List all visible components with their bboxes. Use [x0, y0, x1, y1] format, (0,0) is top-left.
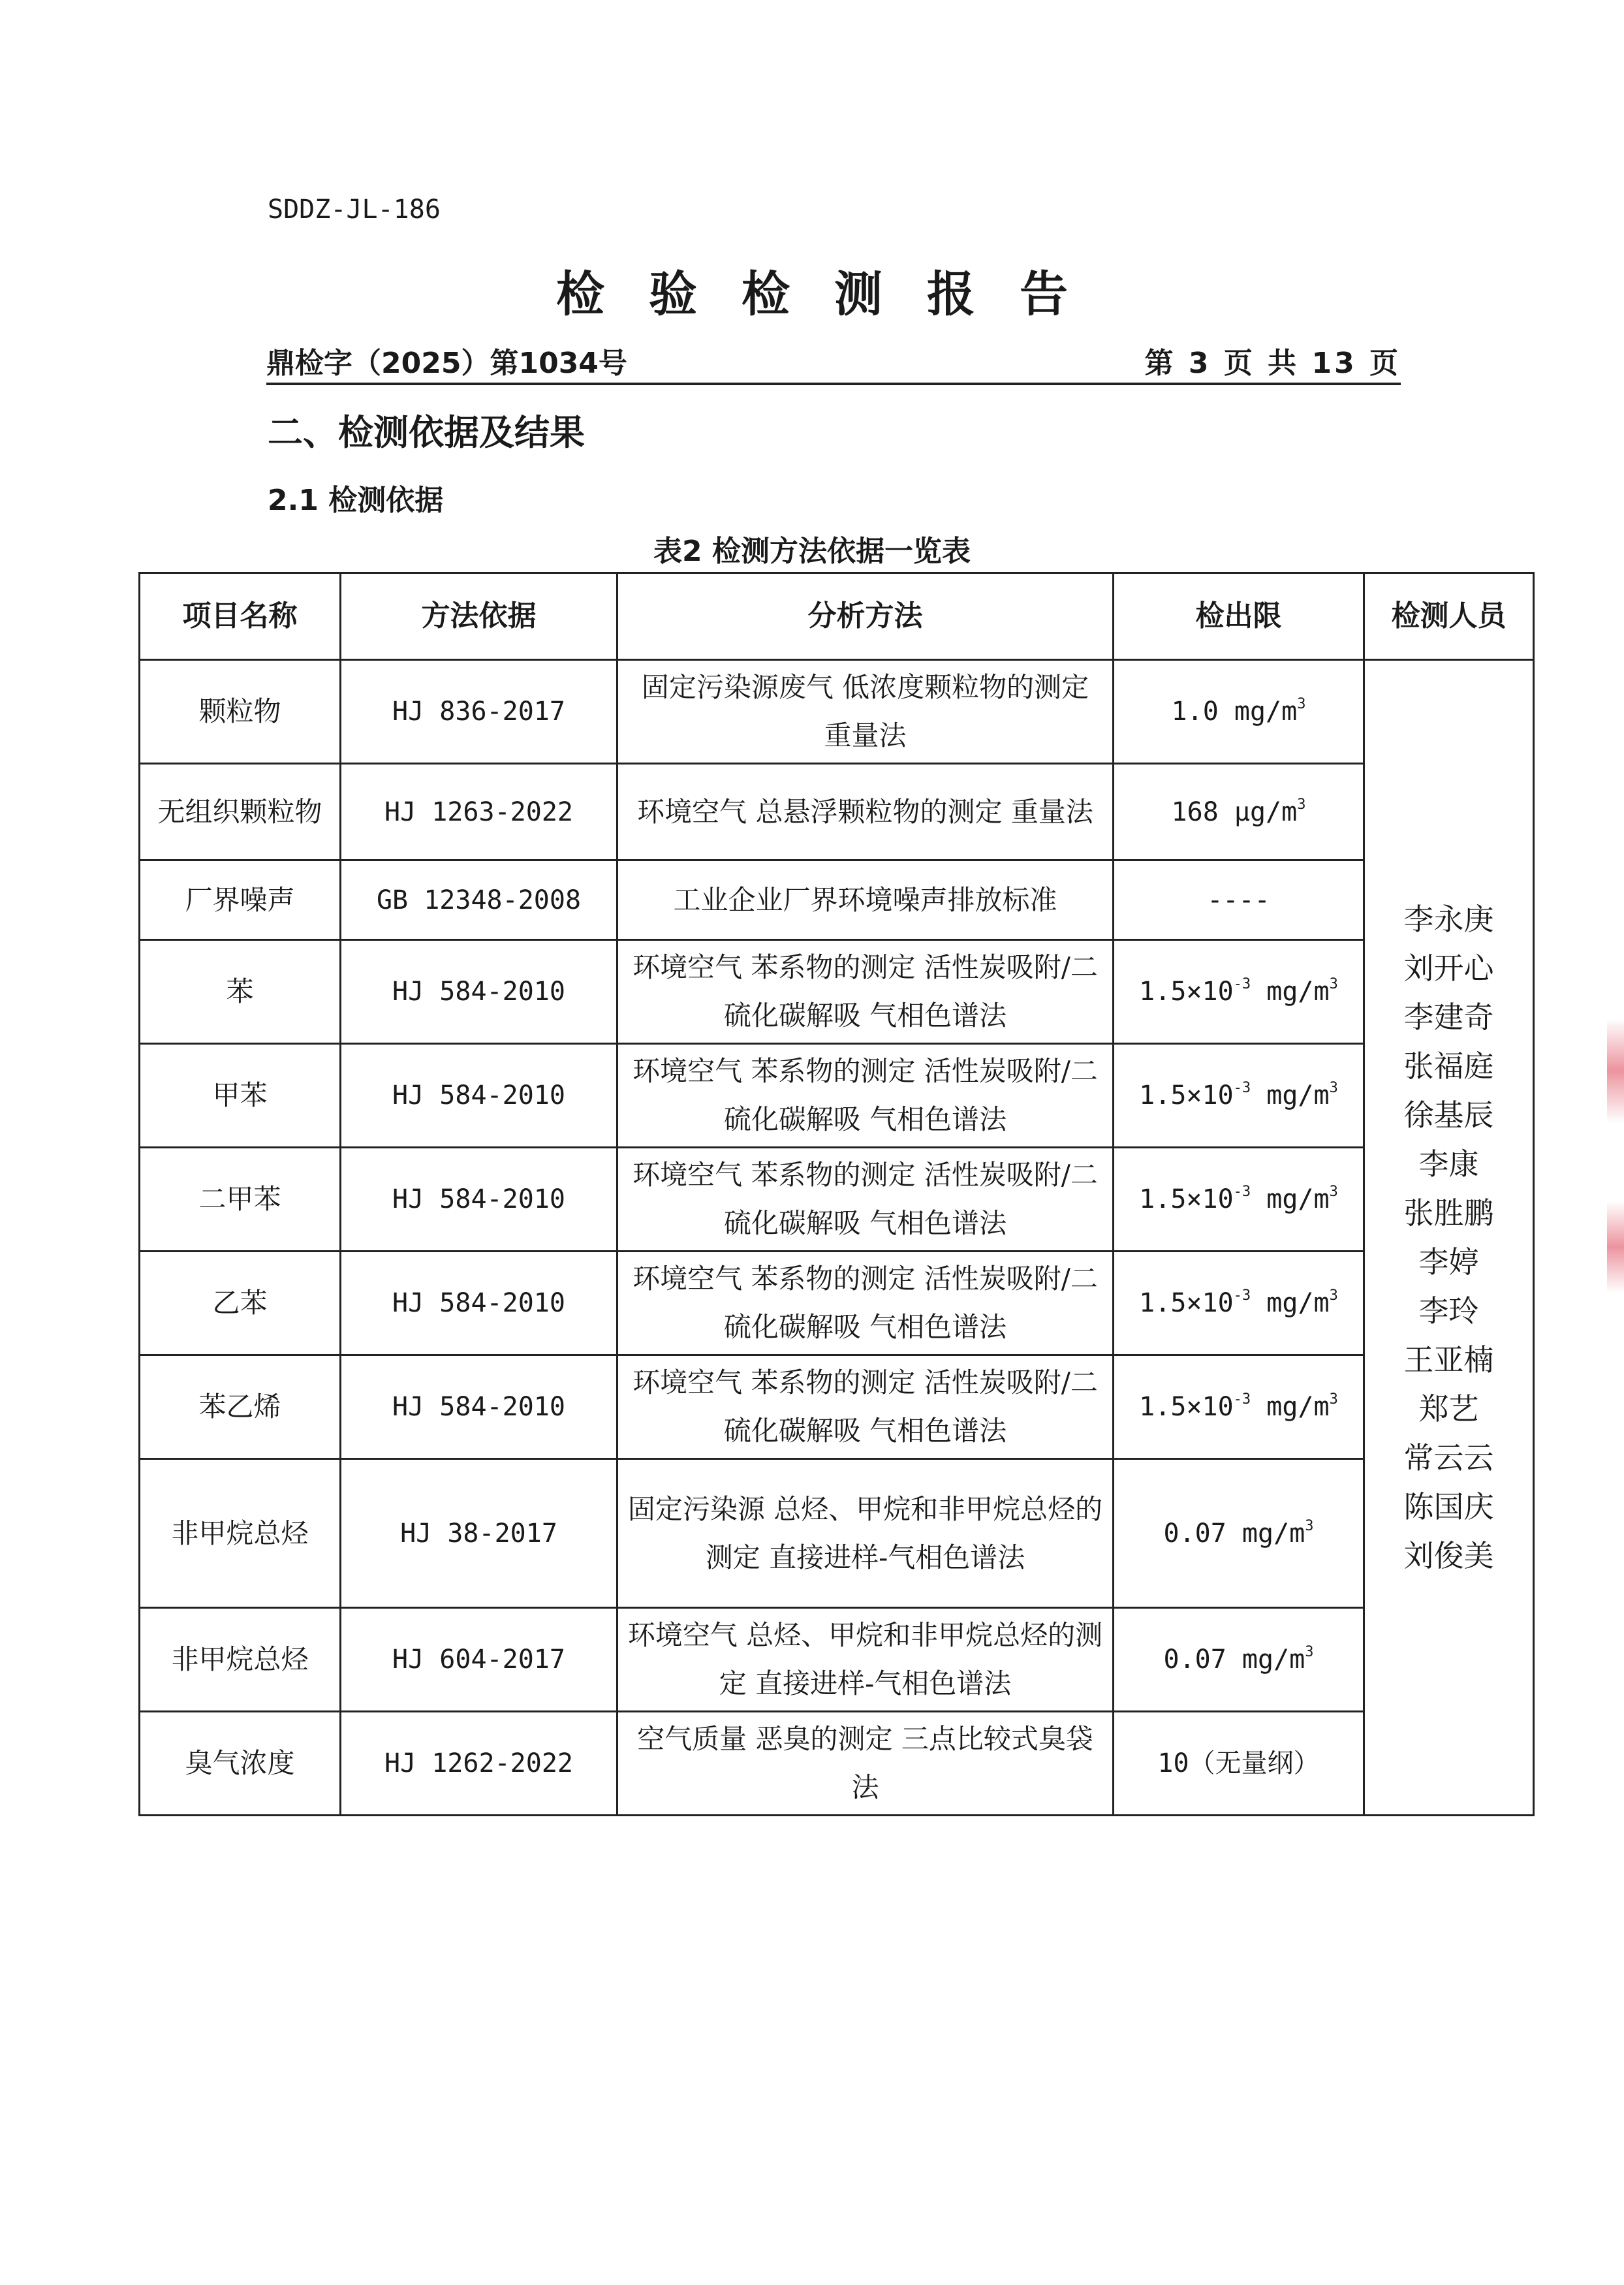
- limit-unit: mg/m: [1251, 1288, 1330, 1318]
- limit-value: 1.5×10: [1139, 1080, 1234, 1111]
- cell-method: 环境空气 总悬浮颗粒物的测定 重量法: [617, 764, 1114, 860]
- limit-unit: mg/m: [1251, 1080, 1330, 1111]
- cell-item: 甲苯: [140, 1044, 341, 1148]
- table-row: [140, 940, 1534, 1044]
- cell-limit: [1114, 1252, 1364, 1355]
- limit-value: 1.5×10: [1139, 1288, 1234, 1318]
- cell-limit: [1114, 1608, 1364, 1712]
- cell-method: 环境空气 苯系物的测定 活性炭吸附/二硫化碳解吸 气相色谱法: [617, 940, 1114, 1044]
- staff-name: 李玲: [1418, 1293, 1479, 1329]
- staff-name: 张胜鹏: [1403, 1195, 1494, 1231]
- limit-unit: mg/m: [1251, 1392, 1330, 1422]
- cell-method: 固定污染源 总烃、甲烷和非甲烷总烃的测定 直接进样-气相色谱法: [617, 1459, 1114, 1608]
- cell-item: 乙苯: [140, 1252, 341, 1355]
- cell-standard: HJ 584-2010: [341, 1252, 617, 1355]
- staff-name: 李建奇: [1403, 999, 1494, 1035]
- report-number-line: [266, 339, 1401, 385]
- cell-standard: HJ 1262-2022: [341, 1712, 617, 1816]
- limit-value: 0.07 mg/m: [1163, 1518, 1305, 1549]
- cell-item: 苯: [140, 940, 341, 1044]
- limit-value: 1.5×10: [1139, 1392, 1234, 1422]
- cell-limit: [1114, 764, 1364, 860]
- table-row: [140, 860, 1534, 940]
- cell-method: 空气质量 恶臭的测定 三点比较式臭袋法: [617, 1712, 1114, 1816]
- cell-standard: HJ 1263-2022: [341, 764, 617, 860]
- document-code: SDDZ-JL-186: [268, 195, 441, 225]
- header-analysis-method: 分析方法: [617, 573, 1114, 660]
- cell-item: 二甲苯: [140, 1148, 341, 1252]
- cell-method: 环境空气 苯系物的测定 活性炭吸附/二硫化碳解吸 气相色谱法: [617, 1252, 1114, 1355]
- cell-standard: HJ 584-2010: [341, 1355, 617, 1459]
- staff-name: 陈国庆: [1403, 1489, 1494, 1524]
- limit-superscript: 3: [1329, 1391, 1338, 1408]
- limit-exponent: -3: [1233, 1391, 1251, 1408]
- table-header-row: [140, 573, 1534, 660]
- limit-value: 1.0 mg/m: [1171, 697, 1298, 727]
- cell-method: 环境空气 苯系物的测定 活性炭吸附/二硫化碳解吸 气相色谱法: [617, 1355, 1114, 1459]
- cell-standard: HJ 604-2017: [341, 1608, 617, 1712]
- table-row: [140, 1608, 1534, 1712]
- cell-standard: HJ 584-2010: [341, 1044, 617, 1148]
- table-row: [140, 1459, 1534, 1608]
- limit-superscript: 3: [1297, 696, 1306, 712]
- staff-name: 李婷: [1418, 1244, 1479, 1280]
- report-number: 鼎检字（2025）第1034号: [266, 347, 627, 380]
- cell-item: 非甲烷总烃: [140, 1459, 341, 1608]
- limit-exponent: -3: [1233, 976, 1251, 992]
- staff-name: 郑艺: [1418, 1391, 1479, 1426]
- staff-name: 李永庚: [1403, 901, 1494, 937]
- limit-unit: mg/m: [1251, 1184, 1330, 1214]
- cell-item: 厂界噪声: [140, 860, 341, 940]
- limit-superscript: 3: [1305, 1644, 1314, 1660]
- staff-name: 王亚楠: [1403, 1342, 1494, 1378]
- cell-limit: [1114, 1355, 1364, 1459]
- table-row: [140, 1355, 1534, 1459]
- cell-item: 苯乙烯: [140, 1355, 341, 1459]
- cell-limit: [1114, 940, 1364, 1044]
- limit-value: 168 μg/m: [1171, 796, 1298, 827]
- cell-standard: HJ 584-2010: [341, 1148, 617, 1252]
- staff-name: 李康: [1418, 1146, 1479, 1182]
- cell-method: 固定污染源废气 低浓度颗粒物的测定 重量法: [617, 660, 1114, 764]
- limit-exponent: -3: [1233, 1287, 1251, 1304]
- section-heading: 二、检测依据及结果: [268, 412, 585, 453]
- cell-method: 环境空气 苯系物的测定 活性炭吸附/二硫化碳解吸 气相色谱法: [617, 1044, 1114, 1148]
- staff-name: 徐基辰: [1403, 1097, 1494, 1133]
- cell-limit: [1114, 1148, 1364, 1252]
- limit-value: ----: [1207, 885, 1270, 915]
- limit-value: 1.5×10: [1139, 1184, 1234, 1214]
- header-staff: 检测人员: [1364, 573, 1534, 660]
- limit-superscript: 3: [1297, 796, 1306, 813]
- limit-value: 0.07 mg/m: [1163, 1645, 1305, 1675]
- limit-superscript: 3: [1329, 976, 1338, 992]
- staff-name: 常云云: [1403, 1440, 1494, 1475]
- staff-name: 刘俊美: [1403, 1537, 1494, 1573]
- cell-limit: [1114, 1459, 1364, 1608]
- table-caption: 表2 检测方法依据一览表: [653, 535, 971, 568]
- limit-value: 10（无量纲）: [1157, 1748, 1320, 1778]
- table-row: [140, 1148, 1534, 1252]
- cell-item: 非甲烷总烃: [140, 1608, 341, 1712]
- page-indicator: 第 3 页 共 13 页: [1144, 347, 1401, 380]
- cell-staff-list: [1364, 660, 1534, 1816]
- limit-superscript: 3: [1329, 1287, 1338, 1304]
- limit-superscript: 3: [1329, 1184, 1338, 1200]
- table-row: [140, 764, 1534, 860]
- cell-standard: GB 12348-2008: [341, 860, 617, 940]
- cell-standard: HJ 38-2017: [341, 1459, 617, 1608]
- cell-limit: [1114, 1044, 1364, 1148]
- staff-name: 张福庭: [1403, 1048, 1494, 1084]
- table-row: [140, 660, 1534, 764]
- seal-edge-mark: [1607, 1201, 1624, 1293]
- cell-method: 环境空气 总烃、甲烷和非甲烷总烃的测定 直接进样-气相色谱法: [617, 1608, 1114, 1712]
- limit-exponent: -3: [1233, 1184, 1251, 1200]
- report-title: 检验检测报告: [556, 266, 1112, 323]
- staff-name: 刘开心: [1403, 950, 1494, 986]
- header-detection-limit: 检出限: [1114, 573, 1364, 660]
- header-item-name: 项目名称: [140, 573, 341, 660]
- methods-table: [138, 572, 1535, 1816]
- cell-method: 工业企业厂界环境噪声排放标准: [617, 860, 1114, 940]
- limit-unit: mg/m: [1251, 977, 1330, 1007]
- cell-limit: [1114, 1712, 1364, 1816]
- cell-method: 环境空气 苯系物的测定 活性炭吸附/二硫化碳解吸 气相色谱法: [617, 1148, 1114, 1252]
- table-row: [140, 1712, 1534, 1816]
- header-method-basis: 方法依据: [341, 573, 617, 660]
- subsection-heading: 2.1 检测依据: [268, 484, 444, 517]
- limit-exponent: -3: [1233, 1080, 1251, 1096]
- table-row: [140, 1044, 1534, 1148]
- limit-superscript: 3: [1329, 1080, 1338, 1096]
- cell-item: 无组织颗粒物: [140, 764, 341, 860]
- cell-standard: HJ 836-2017: [341, 660, 617, 764]
- seal-edge-mark: [1607, 1018, 1624, 1123]
- cell-item: 臭气浓度: [140, 1712, 341, 1816]
- cell-standard: HJ 584-2010: [341, 940, 617, 1044]
- cell-limit: [1114, 860, 1364, 940]
- cell-limit: [1114, 660, 1364, 764]
- limit-superscript: 3: [1305, 1517, 1314, 1534]
- cell-item: 颗粒物: [140, 660, 341, 764]
- table-row: [140, 1252, 1534, 1355]
- limit-value: 1.5×10: [1139, 977, 1234, 1007]
